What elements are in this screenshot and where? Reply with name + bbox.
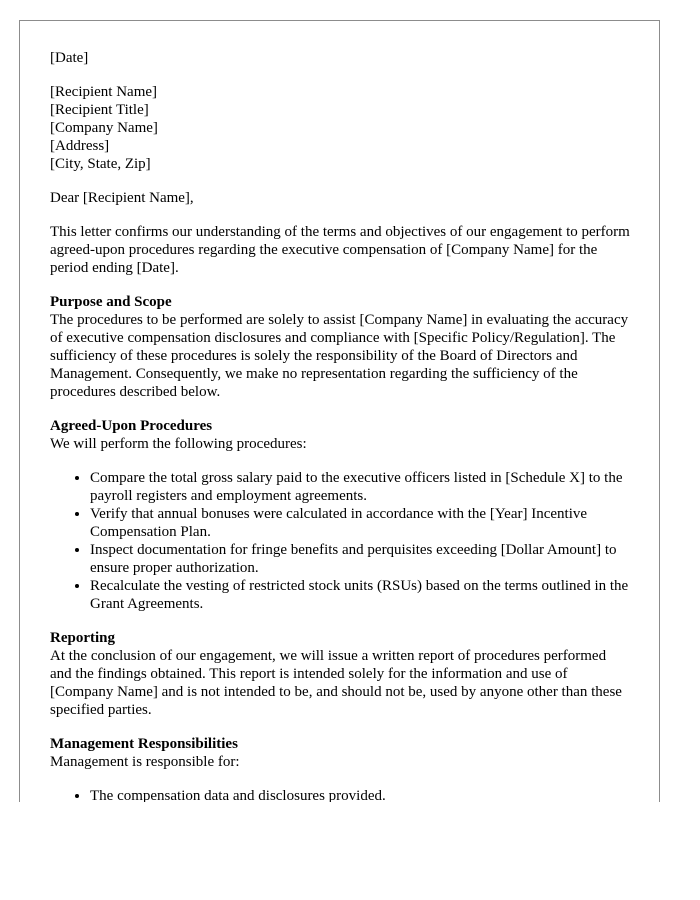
- section-heading: Purpose and Scope: [50, 294, 172, 310]
- recipient-name: [Recipient Name]: [50, 84, 158, 100]
- recipient-company: [Company Name]: [50, 120, 158, 136]
- list-item: • Recalculate the vesting of restricted stock units (RSUs) based on the terms outlined in the Grant Agreements.: [90, 577, 630, 613]
- list-item: • Compare the total gross salary paid to the executive officers listed in [Schedule X] to the payroll registers and employment agreements.: [90, 469, 630, 505]
- section-body: We will perform the following procedures:: [50, 436, 307, 452]
- section-heading: Reporting: [50, 630, 115, 646]
- section-body: The procedures to be performed are solely to assist [Company Name] in evaluating the accuracy of executive compensation disclosures and compliance with [Specific Policy/Regulation]. The sufficiency of these procedures is solely the responsibility of the Board of Directors and Management. Consequently, we make no representation regarding the sufficiency of the procedures described below.: [50, 312, 629, 400]
- letter-date: [Date]: [50, 50, 89, 66]
- recipient-address: [Address]: [50, 138, 110, 154]
- management-list: [50, 787, 630, 802]
- list-item: • Inspect documentation for fringe benefits and perquisites exceeding [Dollar Amount] to ensure proper authorization.: [90, 541, 630, 577]
- procedures-list: [50, 469, 630, 613]
- recipient-title: [Recipient Title]: [50, 102, 149, 118]
- recipient-address-block: [50, 83, 630, 173]
- section-reporting: [50, 629, 630, 719]
- section-body: At the conclusion of our engagement, we will issue a written report of procedures performed and the findings obtained. This report is intended solely for the information and use of [Company Name] and is not intended to be, and should not be, used by anyone other than these specified parties.: [50, 648, 622, 718]
- section-purpose-scope: [50, 293, 630, 401]
- recipient-city-state-zip: [City, State, Zip]: [50, 156, 151, 172]
- section-agreed-upon-procedures: [50, 417, 630, 613]
- section-heading: Management Responsibilities: [50, 736, 238, 752]
- letter-content: [50, 49, 630, 802]
- section-body: Management is responsible for:: [50, 754, 240, 770]
- section-management-responsibilities: [50, 735, 630, 802]
- salutation: Dear [Recipient Name],: [50, 190, 194, 206]
- list-item: • Verify that annual bonuses were calculated in accordance with the [Year] Incentive Compensation Plan.: [90, 505, 630, 541]
- letter-page: [19, 20, 660, 802]
- list-item: • The compensation data and disclosures provided.: [90, 787, 630, 802]
- intro-paragraph: This letter confirms our understanding of the terms and objectives of our engagement to perform agreed-upon procedures regarding the executive compensation of [Company Name] for the period ending [Date].: [50, 224, 630, 276]
- section-heading: Agreed-Upon Procedures: [50, 418, 213, 434]
- date-line: [50, 49, 630, 67]
